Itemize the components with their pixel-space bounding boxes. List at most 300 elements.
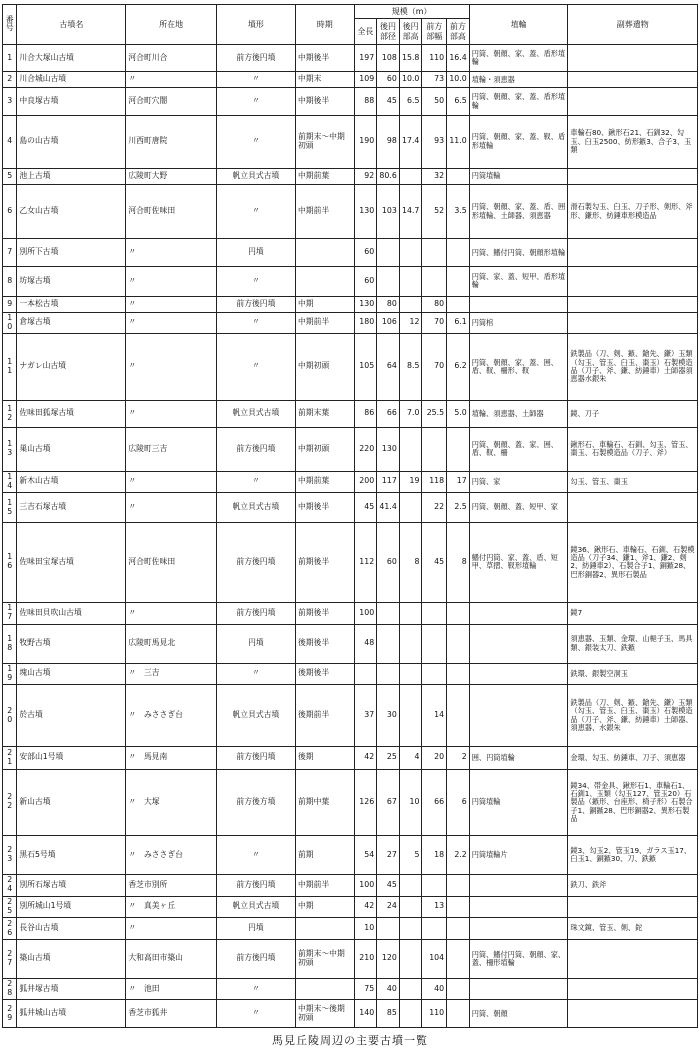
kofun-name: 三吉石塚古墳 — [17, 493, 126, 523]
kofun-shape: 〃 — [216, 334, 295, 400]
kofun-location: 〃 馬見南 — [126, 746, 216, 769]
dim-rear-height: 8 — [399, 522, 422, 602]
kofun-shape: 前方後円墳 — [216, 522, 295, 602]
header-front-width: 前方部幅 — [422, 19, 447, 45]
dim-rear-diameter: 60 — [377, 522, 400, 602]
kofun-period: 後期後半 — [295, 663, 354, 685]
row-number: 17 — [3, 602, 17, 624]
dim-total: 140 — [354, 1000, 377, 1028]
kofun-name: 狐井塚古墳 — [17, 978, 126, 1000]
dim-rear-height: 17.4 — [399, 115, 422, 168]
dim-total: 86 — [354, 400, 377, 427]
kofun-period: 中期前半 — [295, 184, 354, 239]
kofun-location: 〃 大塚 — [126, 769, 216, 835]
kofun-period: 中期末～後期初頭 — [295, 1000, 354, 1028]
dim-front-height — [447, 939, 470, 978]
dim-rear-height — [399, 896, 422, 918]
dim-front-height: 6.2 — [447, 334, 470, 400]
kofun-location: 〃 みささぎ台 — [126, 836, 216, 875]
dim-front-height — [447, 896, 470, 918]
kofun-goods — [568, 168, 698, 184]
dim-rear-height — [399, 1000, 422, 1028]
dim-front-height: 17 — [447, 471, 470, 493]
kofun-location: 〃 池田 — [126, 978, 216, 1000]
table-row — [3, 334, 698, 400]
dim-front-height: 6 — [447, 769, 470, 835]
dim-rear-height — [399, 918, 422, 940]
dim-total: 54 — [354, 836, 377, 875]
kofun-haniwa: 円筒、朝顔、家、蓋、盾形埴輪 — [469, 88, 568, 115]
row-number: 6 — [3, 184, 17, 239]
dim-front-width: 40 — [422, 978, 447, 1000]
dim-total: 42 — [354, 896, 377, 918]
kofun-shape: 前方後円墳 — [216, 428, 295, 471]
dim-front-height — [447, 875, 470, 897]
kofun-goods: 鉄製品（刀、剣、鏃、鎗先、鎌）玉類（勾玉、管玉、臼玉、棗玉）石製模造品（刀子、斧、鎌、紡錘車）土師器、須恵器、水銀朱 — [568, 685, 698, 747]
kofun-location: 〃 — [126, 266, 216, 296]
dim-rear-height: 6.5 — [399, 88, 422, 115]
dim-total: 92 — [354, 168, 377, 184]
dim-rear-height — [399, 978, 422, 1000]
kofun-location: 広陵町三吉 — [126, 428, 216, 471]
dim-total: 10 — [354, 918, 377, 940]
dim-front-width: 50 — [422, 88, 447, 115]
dim-rear-height: 8.5 — [399, 334, 422, 400]
dim-rear-height: 4 — [399, 746, 422, 769]
dim-total: 37 — [354, 685, 377, 747]
dim-front-width: 70 — [422, 312, 447, 334]
dim-front-height — [447, 296, 470, 312]
dim-front-height — [447, 168, 470, 184]
kofun-haniwa — [469, 875, 568, 897]
dim-rear-height: 15.8 — [399, 45, 422, 72]
kofun-name: 倉塚古墳 — [17, 312, 126, 334]
kofun-location: 香芝市別所 — [126, 875, 216, 897]
dim-front-width: 20 — [422, 746, 447, 769]
dim-total: 42 — [354, 746, 377, 769]
row-number: 22 — [3, 769, 17, 835]
table-row — [3, 522, 698, 602]
kofun-period: 中期前半 — [295, 312, 354, 334]
kofun-name: 狐井城山古墳 — [17, 1000, 126, 1028]
dim-rear-diameter: 45 — [377, 88, 400, 115]
kofun-period — [295, 239, 354, 266]
kofun-location: 河合町穴闇 — [126, 88, 216, 115]
table-row — [3, 769, 698, 835]
kofun-goods: 鏡34、帯金具、鍬形石1、車輪石1、石釧1、玉類（勾玉127、管玉20）石製品（鏃形、台座形、椅子形）石製合子1、銅鏃28、巴形銅器2、異形石製品 — [568, 769, 698, 835]
kofun-period: 前期 — [295, 836, 354, 875]
dim-front-height — [447, 685, 470, 747]
kofun-goods — [568, 266, 698, 296]
table-row — [3, 918, 698, 940]
kofun-period: 前期末葉 — [295, 400, 354, 427]
dim-rear-height — [399, 239, 422, 266]
kofun-period: 後期前半 — [295, 685, 354, 747]
table-row — [3, 72, 698, 88]
dim-rear-diameter: 25 — [377, 746, 400, 769]
kofun-shape: 〃 — [216, 978, 295, 1000]
dim-rear-height — [399, 685, 422, 747]
kofun-name: 川合大塚山古墳 — [17, 45, 126, 72]
kofun-shape: 前方後円墳 — [216, 296, 295, 312]
row-number: 15 — [3, 493, 17, 523]
kofun-period: 中期前半 — [295, 875, 354, 897]
row-number: 2 — [3, 72, 17, 88]
row-number: 20 — [3, 685, 17, 747]
kofun-location: 〃 — [126, 239, 216, 266]
kofun-shape: 〃 — [216, 312, 295, 334]
dim-front-height: 2 — [447, 746, 470, 769]
kofun-goods: 珠文鏡、管玉、剣、鉈 — [568, 918, 698, 940]
kofun-shape: 〃 — [216, 72, 295, 88]
dim-front-width: 93 — [422, 115, 447, 168]
table-row — [3, 663, 698, 685]
row-number: 27 — [3, 939, 17, 978]
kofun-haniwa: 円筒、朝顔、家、蓋、靫、盾形埴輪 — [469, 115, 568, 168]
dim-rear-height: 5 — [399, 836, 422, 875]
dim-rear-height — [399, 428, 422, 471]
kofun-shape: 帆立貝式古墳 — [216, 896, 295, 918]
kofun-location: 広陵町大野 — [126, 168, 216, 184]
dim-rear-height — [399, 939, 422, 978]
kofun-haniwa: 円筒、朝顔、家、蓋、盾形埴輪 — [469, 45, 568, 72]
kofun-goods: 勾玉、管玉、棗玉 — [568, 471, 698, 493]
kofun-haniwa: 円筒埴輪片 — [469, 836, 568, 875]
table-row — [3, 88, 698, 115]
header-no: 番号 — [3, 5, 17, 45]
dim-front-width: 18 — [422, 836, 447, 875]
kofun-goods: 滑石製勾玉、臼玉、刀子形、剣形、斧形、鎌形、紡錘車形模造品 — [568, 184, 698, 239]
kofun-location: 〃 — [126, 334, 216, 400]
dim-front-width: 110 — [422, 1000, 447, 1028]
row-number: 5 — [3, 168, 17, 184]
kofun-period — [295, 978, 354, 1000]
table-row — [3, 875, 698, 897]
table-row — [3, 602, 698, 624]
kofun-haniwa: 円筒埴輪 — [469, 769, 568, 835]
table-row — [3, 1000, 698, 1028]
dim-front-height: 11.0 — [447, 115, 470, 168]
row-number: 21 — [3, 746, 17, 769]
table-row — [3, 493, 698, 523]
dim-front-height — [447, 239, 470, 266]
row-number: 24 — [3, 875, 17, 897]
kofun-haniwa: 鰭付円筒、家、蓋、盾、短甲、草摺、靫形埴輪 — [469, 522, 568, 602]
row-number: 13 — [3, 428, 17, 471]
kofun-haniwa — [469, 918, 568, 940]
table-row — [3, 239, 698, 266]
kofun-location: 〃 みささぎ台 — [126, 685, 216, 747]
table-row — [3, 685, 698, 747]
dim-total: 210 — [354, 939, 377, 978]
kofun-haniwa: 円筒、朝顔、蓋、家、囲、盾、靫、柵 — [469, 428, 568, 471]
dim-rear-height: 10 — [399, 769, 422, 835]
kofun-location: 〃 — [126, 72, 216, 88]
kofun-shape: 帆立貝式古墳 — [216, 493, 295, 523]
dim-rear-diameter: 60 — [377, 72, 400, 88]
table-row — [3, 896, 698, 918]
dim-front-width: 70 — [422, 334, 447, 400]
table-row — [3, 428, 698, 471]
dim-total: 75 — [354, 978, 377, 1000]
kofun-name: 中良塚古墳 — [17, 88, 126, 115]
kofun-shape: 前方後円墳 — [216, 875, 295, 897]
kofun-shape: 〃 — [216, 1000, 295, 1028]
kofun-goods: 鏡7 — [568, 602, 698, 624]
dim-total: 48 — [354, 624, 377, 663]
row-number: 18 — [3, 624, 17, 663]
header-location: 所在地 — [126, 5, 216, 45]
kofun-haniwa: 円筒、家 — [469, 471, 568, 493]
dim-front-width — [422, 624, 447, 663]
kofun-haniwa — [469, 896, 568, 918]
kofun-haniwa: 囲、円筒埴輪 — [469, 746, 568, 769]
dim-rear-diameter: 103 — [377, 184, 400, 239]
kofun-shape: 〃 — [216, 115, 295, 168]
kofun-period: 前期末～中期初頭 — [295, 939, 354, 978]
kofun-location: 〃 — [126, 918, 216, 940]
kofun-location: 河合町川合 — [126, 45, 216, 72]
kofun-shape: 円墳 — [216, 918, 295, 940]
header-haniwa: 埴輪 — [469, 5, 568, 45]
kofun-goods — [568, 978, 698, 1000]
dim-front-height — [447, 624, 470, 663]
table-caption: 馬見丘陵周辺の主要古墳一覧 — [272, 1034, 428, 1047]
dim-front-width: 66 — [422, 769, 447, 835]
kofun-haniwa — [469, 296, 568, 312]
dim-front-height — [447, 602, 470, 624]
kofun-goods — [568, 72, 698, 88]
dim-front-width: 13 — [422, 896, 447, 918]
row-number: 14 — [3, 471, 17, 493]
dim-rear-diameter: 80.6 — [377, 168, 400, 184]
kofun-location: 河合町佐味田 — [126, 522, 216, 602]
kofun-name: 一本松古墳 — [17, 296, 126, 312]
row-number: 10 — [3, 312, 17, 334]
kofun-name: 長谷山古墳 — [17, 918, 126, 940]
kofun-haniwa: 円筒、朝顔 — [469, 1000, 568, 1028]
kofun-period: 中期後半 — [295, 493, 354, 523]
dim-front-height — [447, 1000, 470, 1028]
dim-total: 130 — [354, 296, 377, 312]
kofun-shape: 〃 — [216, 471, 295, 493]
dim-front-width — [422, 602, 447, 624]
header-rear-height: 後円部高 — [399, 19, 422, 45]
kofun-location: 〃 — [126, 296, 216, 312]
kofun-shape: 円墳 — [216, 239, 295, 266]
dim-front-height: 10.0 — [447, 72, 470, 88]
kofun-period — [295, 266, 354, 296]
header-period: 時期 — [295, 5, 354, 45]
kofun-name: 安部山1号墳 — [17, 746, 126, 769]
row-number: 25 — [3, 896, 17, 918]
table-row — [3, 45, 698, 72]
header-total: 全長 — [354, 19, 377, 45]
dim-rear-diameter — [377, 602, 400, 624]
dim-front-height — [447, 978, 470, 1000]
kofun-period: 中期後半 — [295, 88, 354, 115]
dim-front-width: 32 — [422, 168, 447, 184]
kofun-name: 佐味田貝吹山古墳 — [17, 602, 126, 624]
dim-rear-height: 12 — [399, 312, 422, 334]
header-rear-diameter: 後円部径 — [377, 19, 400, 45]
dim-front-height — [447, 428, 470, 471]
dim-total: 109 — [354, 72, 377, 88]
row-number: 4 — [3, 115, 17, 168]
dim-front-width: 73 — [422, 72, 447, 88]
kofun-shape: 前方後円墳 — [216, 602, 295, 624]
dim-total: 126 — [354, 769, 377, 835]
kofun-location: 香芝市狐井 — [126, 1000, 216, 1028]
kofun-haniwa: 円筒棺 — [469, 312, 568, 334]
kofun-name: 別所城山1号墳 — [17, 896, 126, 918]
dim-front-width: 80 — [422, 296, 447, 312]
kofun-goods — [568, 896, 698, 918]
row-number: 9 — [3, 296, 17, 312]
kofun-shape: 〃 — [216, 88, 295, 115]
header-goods: 副葬遺物 — [568, 5, 698, 45]
kofun-location: 〃 — [126, 471, 216, 493]
dim-total: 100 — [354, 875, 377, 897]
kofun-haniwa: 円筒、朝顔、家、蓋、盾、囲形埴輪、土師器、須恵器 — [469, 184, 568, 239]
dim-rear-height — [399, 875, 422, 897]
kofun-goods — [568, 88, 698, 115]
kofun-goods: 鉄環、銀製空洞玉 — [568, 663, 698, 685]
dim-rear-diameter: 80 — [377, 296, 400, 312]
dim-front-height: 6.1 — [447, 312, 470, 334]
dim-rear-diameter — [377, 663, 400, 685]
kofun-shape: 帆立貝式古墳 — [216, 400, 295, 427]
kofun-location: 〃 三吉 — [126, 663, 216, 685]
kofun-haniwa: 埴輪・須恵器 — [469, 72, 568, 88]
kofun-name: 池上古墳 — [17, 168, 126, 184]
row-number: 26 — [3, 918, 17, 940]
table-row — [3, 184, 698, 239]
dim-front-width: 104 — [422, 939, 447, 978]
dim-front-width: 45 — [422, 522, 447, 602]
dim-rear-diameter: 67 — [377, 769, 400, 835]
dim-rear-diameter: 40 — [377, 978, 400, 1000]
dim-rear-diameter: 66 — [377, 400, 400, 427]
table-body — [3, 45, 698, 1028]
kofun-location: 〃 真美ヶ丘 — [126, 896, 216, 918]
dim-total: 197 — [354, 45, 377, 72]
kofun-shape: 帆立貝式古墳 — [216, 685, 295, 747]
kofun-goods — [568, 45, 698, 72]
header-dims-group: 規模（m） — [354, 5, 469, 19]
kofun-shape: 円墳 — [216, 624, 295, 663]
kofun-haniwa: 円筒、朝顔、蓋、短甲、家 — [469, 493, 568, 523]
table-row — [3, 115, 698, 168]
kofun-period: 中期初頭 — [295, 334, 354, 400]
kofun-name: ナガレ山古墳 — [17, 334, 126, 400]
dim-total: 200 — [354, 471, 377, 493]
dim-total: 60 — [354, 239, 377, 266]
dim-rear-diameter: 120 — [377, 939, 400, 978]
dim-rear-diameter: 27 — [377, 836, 400, 875]
kofun-goods — [568, 1000, 698, 1028]
kofun-goods — [568, 312, 698, 334]
dim-front-width — [422, 663, 447, 685]
dim-rear-height: 19 — [399, 471, 422, 493]
header-name: 古墳名 — [17, 5, 126, 45]
kofun-shape: 〃 — [216, 184, 295, 239]
dim-rear-diameter: 98 — [377, 115, 400, 168]
kofun-table — [2, 4, 698, 1028]
dim-front-height: 3.5 — [447, 184, 470, 239]
table-row — [3, 296, 698, 312]
table-row — [3, 978, 698, 1000]
kofun-period: 中期 — [295, 296, 354, 312]
dim-total: 60 — [354, 266, 377, 296]
kofun-haniwa — [469, 624, 568, 663]
kofun-haniwa: 埴輪、須恵器、土師器 — [469, 400, 568, 427]
kofun-period: 中期初頭 — [295, 428, 354, 471]
kofun-location: 〃 — [126, 312, 216, 334]
dim-front-width — [422, 266, 447, 296]
kofun-period: 前期末～中期初頭 — [295, 115, 354, 168]
dim-front-height — [447, 663, 470, 685]
kofun-period: 中期前葉 — [295, 471, 354, 493]
kofun-haniwa: 円筒、鰭付円筒、朝顔、家、蓋、柵形埴輪 — [469, 939, 568, 978]
kofun-goods: 鏡、刀子 — [568, 400, 698, 427]
kofun-haniwa: 円筒埴輪 — [469, 168, 568, 184]
kofun-location: 〃 — [126, 602, 216, 624]
dim-rear-diameter: 130 — [377, 428, 400, 471]
dim-rear-height: 10.0 — [399, 72, 422, 88]
kofun-period: 中期末 — [295, 72, 354, 88]
table-row — [3, 624, 698, 663]
dim-rear-diameter: 45 — [377, 875, 400, 897]
dim-front-width: 118 — [422, 471, 447, 493]
header-shape: 墳形 — [216, 5, 295, 45]
kofun-goods — [568, 239, 698, 266]
dim-front-height: 2.2 — [447, 836, 470, 875]
kofun-location: 〃 — [126, 400, 216, 427]
kofun-name: 佐味田狐塚古墳 — [17, 400, 126, 427]
dim-rear-height — [399, 602, 422, 624]
dim-rear-height — [399, 493, 422, 523]
kofun-name: 別所石塚古墳 — [17, 875, 126, 897]
kofun-name: 佐味田宝塚古墳 — [17, 522, 126, 602]
kofun-name: 乙女山古墳 — [17, 184, 126, 239]
dim-rear-height — [399, 624, 422, 663]
dim-total: 180 — [354, 312, 377, 334]
kofun-period: 後期 — [295, 746, 354, 769]
dim-total — [354, 663, 377, 685]
dim-rear-diameter — [377, 624, 400, 663]
dim-total: 190 — [354, 115, 377, 168]
dim-rear-height — [399, 168, 422, 184]
kofun-haniwa — [469, 663, 568, 685]
dim-rear-height — [399, 663, 422, 685]
row-number: 1 — [3, 45, 17, 72]
dim-rear-diameter: 41.4 — [377, 493, 400, 523]
kofun-haniwa: 円筒、鰭付円筒、朝顔形埴輪 — [469, 239, 568, 266]
kofun-goods — [568, 493, 698, 523]
kofun-location: 〃 — [126, 493, 216, 523]
kofun-name: 川合城山古墳 — [17, 72, 126, 88]
kofun-location: 大和高田市築山 — [126, 939, 216, 978]
dim-front-height — [447, 266, 470, 296]
kofun-name: 牧野古墳 — [17, 624, 126, 663]
dim-rear-height — [399, 296, 422, 312]
row-number: 16 — [3, 522, 17, 602]
kofun-name: 黒石5号墳 — [17, 836, 126, 875]
dim-front-height — [447, 918, 470, 940]
table-row — [3, 746, 698, 769]
kofun-shape: 〃 — [216, 266, 295, 296]
